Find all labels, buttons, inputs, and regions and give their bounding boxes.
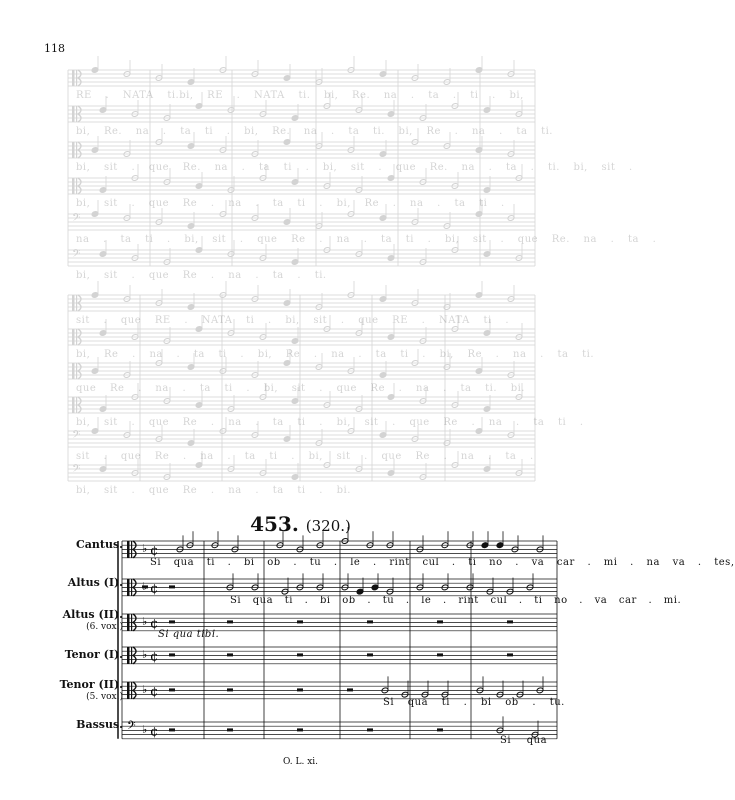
lyric-cantus: Si qua ti . bi ob . tu . le . rint cul . ti no . va car . mi . na va . tes, xyxy=(150,557,735,568)
rest xyxy=(347,688,353,691)
rest xyxy=(297,620,303,623)
rest xyxy=(367,728,373,731)
rest xyxy=(227,620,233,623)
time-signature-icon: ¢ xyxy=(150,724,159,740)
rest xyxy=(297,653,303,656)
voice-label-tenor-2: Tenor (II). (5. vox.) xyxy=(59,678,123,702)
lyric-altus-1: Si qua ti . bi ob . tu . le . rint cul . ti no . va car . mi. xyxy=(230,595,682,606)
faded-lyric-line: bi, Re . na . ta ti . bi, Re . na . ta ti . bi, Re . na . ta ti. xyxy=(76,349,595,360)
rest xyxy=(227,653,233,656)
rest xyxy=(297,728,303,731)
bass-clef-icon: 𝄢 xyxy=(72,428,81,444)
faded-lyric-line: bi, sit . que Re . na . ta ti . bi. xyxy=(76,485,351,496)
c-clef-icon xyxy=(127,614,130,631)
rest xyxy=(367,653,373,656)
voice-label-bassus: Bassus. xyxy=(76,718,123,731)
rest xyxy=(437,653,443,656)
voice-label-cantus: Cantus. xyxy=(76,538,123,551)
faded-lyric-line: RE . NATA ti.bi, RE . NATA ti. bi, Re. na . ta . ti . bi, xyxy=(76,90,524,101)
c-clef-icon xyxy=(127,579,130,596)
rest xyxy=(437,728,443,731)
faded-lyric-line: bi, sit . que Re. na . ta ti . bi, sit . que Re. na . ta . ti. bi, sit . xyxy=(76,162,633,173)
footer-signature: O. L. xi. xyxy=(282,757,319,767)
faded-lyric-line: bi, sit . que Re . na . ta . ti. xyxy=(76,270,327,281)
rest xyxy=(507,620,513,623)
faded-lyric-line: que Re . na . ta ti . bi, sit . que Re . na . ta ti. bi. xyxy=(76,383,525,394)
voice-label-altus-2: Altus (II). (6. vox.) xyxy=(62,608,123,632)
time-signature-icon: ¢ xyxy=(150,543,159,559)
rest xyxy=(367,620,373,623)
rest xyxy=(507,653,513,656)
c-clef-icon xyxy=(127,541,130,558)
bass-clef-icon: 𝄢 xyxy=(127,720,136,736)
lyric-altus-2: Si qua tibi. xyxy=(158,629,220,640)
lyric-bassus: Si qua xyxy=(500,735,548,746)
time-signature-icon: ¢ xyxy=(150,616,159,632)
rest xyxy=(169,620,175,623)
lyric-tenor-2: Si qua ti . bi ob . tu. xyxy=(383,697,565,708)
rest xyxy=(169,585,175,588)
faded-lyric-line: bi, Re. na . ta ti . bi, Re. na . ta ti. bi, Re . na . ta ti. xyxy=(76,126,553,137)
flat-key-icon: ♭ xyxy=(142,614,148,628)
faded-lyric-line: bi, sit . que Re . na . ta ti . bi, sit . que Re . na . ta ti . xyxy=(76,417,584,428)
flat-key-icon: ♭ xyxy=(142,647,148,661)
voice-label-tenor-1: Tenor (I). xyxy=(64,648,123,661)
time-signature-icon: ¢ xyxy=(150,581,159,597)
piece-number: 453. xyxy=(250,512,299,536)
rest xyxy=(142,585,148,588)
staff-3 xyxy=(122,647,557,664)
rest xyxy=(437,620,443,623)
time-signature-icon: ¢ xyxy=(150,684,159,700)
faded-lyric-line: na . ta ti . bi, sit . que Re . na . ta ti . bi, sit . que Re. na . ta . xyxy=(76,234,657,245)
voice-label-altus-1: Altus (I). xyxy=(67,576,123,589)
staff-5 xyxy=(122,720,557,739)
faded-lyric-line: sit . que Re . na . ta ti . bi, sit . que Re . na . ta . xyxy=(76,451,534,462)
rest xyxy=(297,688,303,691)
flat-key-icon: ♭ xyxy=(142,682,148,696)
bass-clef-icon: 𝄢 xyxy=(72,211,81,227)
page-number: 118 xyxy=(44,42,65,55)
faded-lyric-line: sit . que RE . NATA ti . bi, sit . que RE . NATA ti . xyxy=(76,315,510,326)
time-signature-icon: ¢ xyxy=(150,649,159,665)
flat-key-icon: ♭ xyxy=(142,722,148,736)
rest xyxy=(227,728,233,731)
rest xyxy=(169,653,175,656)
faded-lyric-line: bi, sit . que Re . na . ta ti . bi, Re . na . ta ti . xyxy=(76,198,505,209)
c-clef-icon xyxy=(127,682,130,699)
flat-key-icon: ♭ xyxy=(142,541,148,555)
piece-reference: (320.) xyxy=(305,517,351,535)
c-clef-icon xyxy=(127,647,130,664)
rest xyxy=(169,688,175,691)
rest xyxy=(169,728,175,731)
bass-clef-icon: 𝄢 xyxy=(72,247,81,263)
rest xyxy=(227,688,233,691)
bass-clef-icon: 𝄢 xyxy=(72,462,81,478)
